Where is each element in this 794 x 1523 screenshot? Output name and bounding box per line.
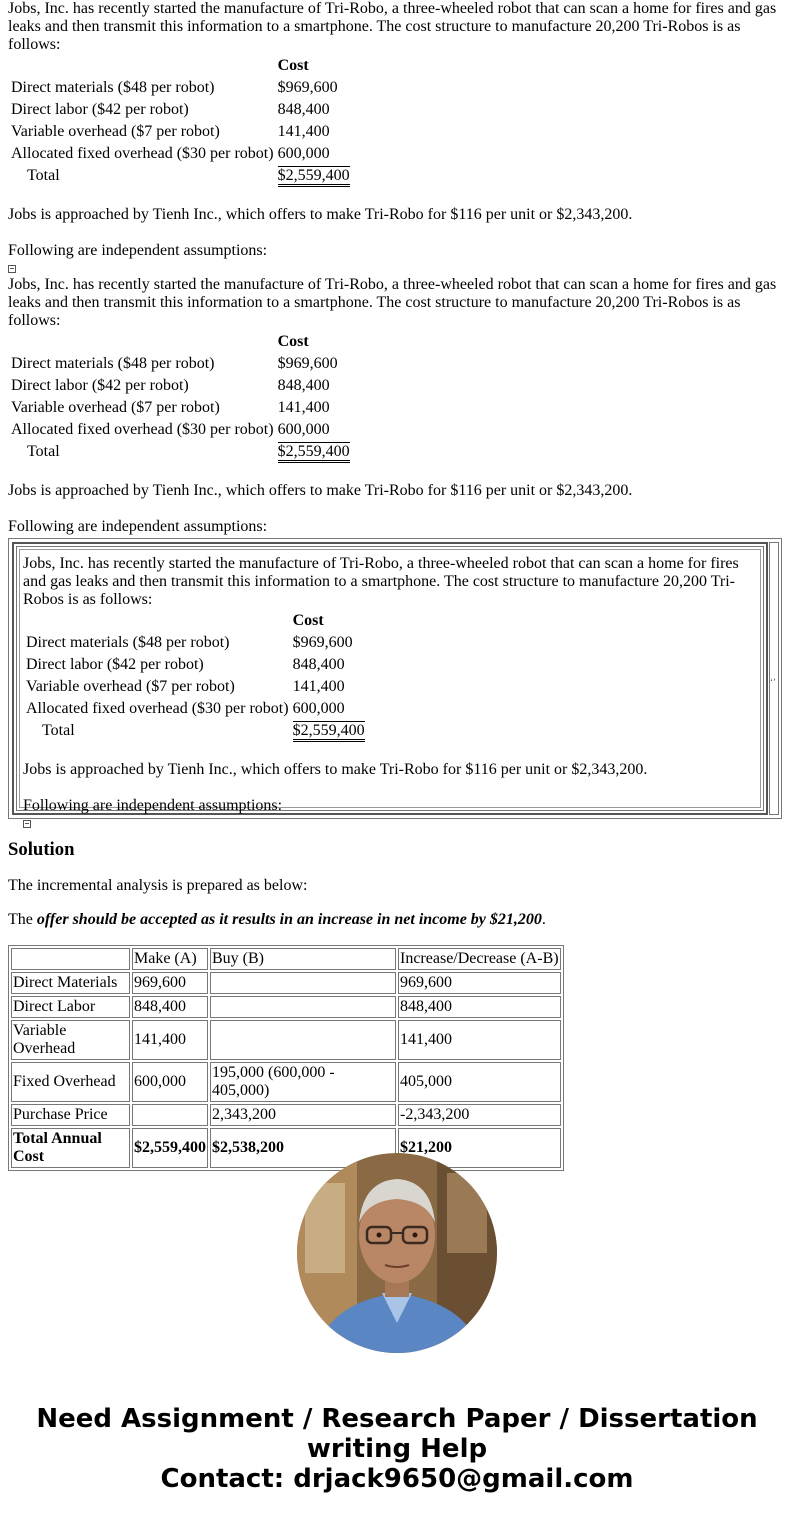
table-header-cell: Increase/Decrease (A-B) (398, 948, 561, 970)
cost-value: 600,000 (277, 421, 330, 438)
broken-image-icon (8, 265, 16, 273)
cost-table (8, 330, 353, 464)
problem-block-1 (8, 0, 786, 278)
table-cell (132, 1104, 208, 1126)
table-cell: 848,400 (132, 996, 208, 1018)
table-row (11, 1020, 561, 1060)
frame-inner (16, 546, 764, 814)
problem-intro: Jobs, Inc. has recently started the manufacture of Tri-Robo, a three-wheeled robot that can scan a home for fires and gas leaks and then transmit this information to a smartphone. The cost structure to manufacture 20,200 Tri-Robos is as follows: (23, 555, 739, 608)
footer-contact: Contact: drjack9650@gmail.com (160, 1464, 634, 1494)
cost-value: 848,400 (277, 377, 330, 394)
table-cell (210, 1020, 396, 1060)
table-cell: 405,000 (398, 1062, 561, 1102)
table-cell: 195,000 (600,000 - 405,000) (210, 1062, 396, 1102)
cost-label: Allocated fixed overhead ($30 per robot) (26, 700, 289, 717)
problem-intro: Jobs, Inc. has recently started the manufacture of Tri-Robo, a three-wheeled robot that can scan a home for fires and gas leaks and then transmit this information to a smartphone. The cost structure to manufacture 20,200 Tri-Robos is as follows: (8, 0, 777, 53)
framed-problem (8, 538, 782, 819)
cost-label: Allocated fixed overhead ($30 per robot) (11, 421, 274, 438)
cost-value: 600,000 (277, 145, 330, 162)
cost-value: $969,600 (277, 355, 338, 372)
table-cell: 969,600 (132, 972, 208, 994)
table-cell: Variable Overhead (11, 1020, 130, 1060)
cost-value: 141,400 (292, 678, 345, 695)
total-value: $2,559,400 (278, 442, 350, 463)
analysis-text: The incremental analysis is prepared as below: (8, 877, 308, 894)
cost-table (23, 609, 368, 743)
table-cell: 141,400 (398, 1020, 561, 1060)
frame-content (19, 549, 761, 814)
total-value: $2,559,400 (293, 721, 365, 742)
table-cell: 848,400 (398, 996, 561, 1018)
table-cell: 2,343,200 (210, 1104, 396, 1126)
table-cell (210, 972, 396, 994)
cost-label: Variable overhead ($7 per robot) (11, 123, 220, 140)
conclusion-suffix: . (541, 911, 546, 928)
cost-label: Allocated fixed overhead ($30 per robot) (11, 145, 274, 162)
table-cell: $2,538,200 (210, 1128, 396, 1168)
offer-text: Jobs is approached by Tienh Inc., which offers to make Tri-Robo for $116 per unit or $2,343,200. (23, 761, 648, 778)
assumptions-text: Following are independent assumptions: (8, 242, 268, 259)
problem-intro: Jobs, Inc. has recently started the manufacture of Tri-Robo, a three-wheeled robot that can scan a home for fires and gas leaks and then transmit this information to a smartphone. The cost structure to manufacture 20,200 Tri-Robos is as follows: (8, 276, 777, 329)
table-header-cell: Buy (B) (210, 948, 396, 970)
conclusion-prefix: The (8, 911, 37, 928)
conclusion-emphasis: offer should be accepted as it results in an increase in net income by $21,200 (36, 911, 542, 928)
footer-line2: writing Help (306, 1434, 488, 1464)
table-row (11, 996, 561, 1018)
cost-value: 141,400 (277, 399, 330, 416)
total-value: $2,559,400 (278, 166, 350, 187)
table-cell: Fixed Overhead (11, 1062, 130, 1102)
table-cell: $2,559,400 (132, 1128, 208, 1168)
table-header-cell: Make (A) (132, 948, 208, 970)
cost-label: Direct labor ($42 per robot) (11, 101, 189, 118)
table-cell: Direct Labor (11, 996, 130, 1018)
cost-table (8, 54, 353, 188)
table-total-row (11, 1128, 561, 1168)
problem-block-2 (8, 276, 786, 536)
cost-value: 600,000 (292, 700, 345, 717)
cost-value: 848,400 (292, 656, 345, 673)
total-label: Total (27, 443, 60, 460)
cost-value: 141,400 (277, 123, 330, 140)
cost-label: Direct labor ($42 per robot) (11, 377, 189, 394)
total-label: Total (42, 722, 75, 739)
table-row (11, 1104, 561, 1126)
table-cell: -2,343,200 (398, 1104, 561, 1126)
footer-line1: Need Assignment / Research Paper / Dissertation (36, 1404, 758, 1434)
cost-value: 848,400 (277, 101, 330, 118)
table-cell: 141,400 (132, 1020, 208, 1060)
cost-label: Direct materials ($48 per robot) (11, 355, 215, 372)
cost-label: Variable overhead ($7 per robot) (11, 399, 220, 416)
table-cell: Purchase Price (11, 1104, 130, 1126)
table-header-cell (11, 948, 130, 970)
incremental-table (8, 945, 564, 1171)
cost-value: $969,600 (292, 634, 353, 651)
offer-text: Jobs is approached by Tienh Inc., which offers to make Tri-Robo for $116 per unit or $2,343,200. (8, 206, 633, 223)
cost-label: Variable overhead ($7 per robot) (26, 678, 235, 695)
table-cell (210, 996, 396, 1018)
author-photo (297, 1153, 497, 1353)
cost-label: Direct labor ($42 per robot) (26, 656, 204, 673)
assumptions-text: Following are independent assumptions: (8, 518, 268, 535)
cost-header: Cost (277, 333, 309, 350)
table-cell: Direct Materials (11, 972, 130, 994)
table-row (11, 1062, 561, 1102)
conclusion-text (8, 911, 786, 929)
footer-banner (0, 1404, 794, 1494)
table-cell: 969,600 (398, 972, 561, 994)
total-label: Total (27, 167, 60, 184)
broken-image-icon (23, 820, 31, 828)
table-cell: 600,000 (132, 1062, 208, 1102)
frame-border (12, 542, 768, 815)
offer-text: Jobs is approached by Tienh Inc., which offers to make Tri-Robo for $116 per unit or $2,343,200. (8, 482, 633, 499)
cost-label: Direct materials ($48 per robot) (11, 79, 215, 96)
frame-scrollbar[interactable] (769, 542, 779, 815)
table-cell: Total Annual Cost (11, 1128, 130, 1168)
assumptions-text: Following are independent assumptions: (23, 797, 283, 814)
table-cell: $21,200 (398, 1128, 561, 1168)
cost-label: Direct materials ($48 per robot) (26, 634, 230, 651)
table-row (11, 972, 561, 994)
cost-header: Cost (277, 57, 309, 74)
author-photo-graphic (297, 1153, 497, 1353)
cost-value: $969,600 (277, 79, 338, 96)
cost-header: Cost (292, 612, 324, 629)
scroll-grip-icon: ‘’ (770, 677, 776, 687)
solution-heading: Solution (8, 839, 75, 860)
solution-section (8, 839, 786, 1171)
